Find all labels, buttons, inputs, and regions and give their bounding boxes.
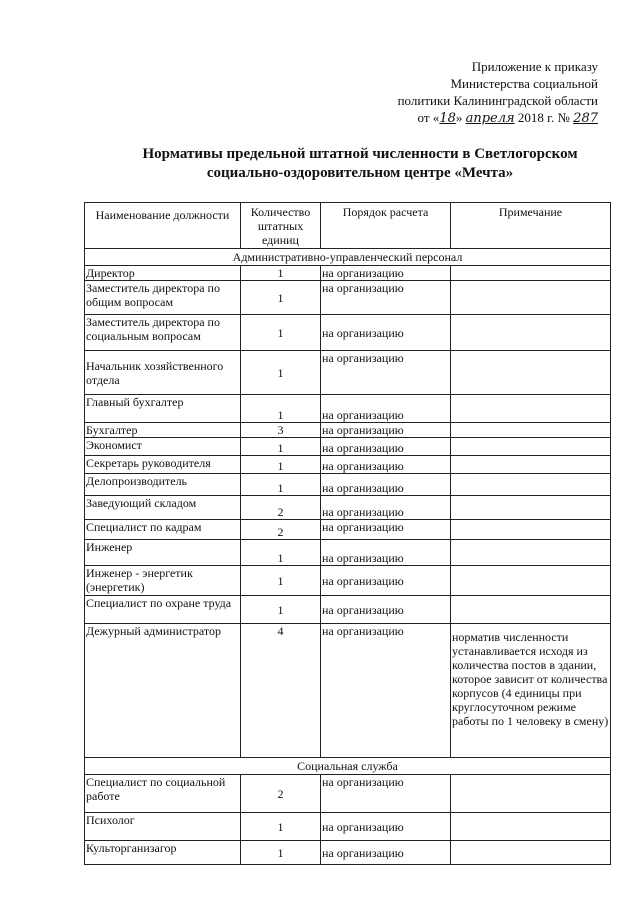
appendix-line: политики Калининградской области — [397, 93, 598, 108]
table-row — [85, 266, 611, 281]
header-note: Примечание — [451, 203, 611, 249]
cell-name: Инженер — [85, 540, 241, 566]
cell-count: 1 — [241, 266, 321, 281]
cell-calc: на организацию — [321, 540, 451, 566]
table-row — [85, 775, 611, 813]
section-title: Административно-управленческий персонал — [85, 249, 611, 266]
cell-note — [451, 266, 611, 281]
table-row — [85, 566, 611, 596]
cell-note: норматив численности устанавливается исходя из количества постов в здании, которое зависит от количества корпусов (4 единицы при круглосуточном режиме работы по 1 человеку в смену) — [451, 624, 611, 758]
cell-note — [451, 520, 611, 540]
cell-calc: на организацию — [321, 841, 451, 865]
table-row — [85, 395, 611, 423]
table-row — [85, 520, 611, 540]
cell-count: 1 — [241, 566, 321, 596]
cell-name: Делопроизводитель — [85, 474, 241, 496]
cell-note — [451, 474, 611, 496]
cell-count: 1 — [241, 438, 321, 456]
cell-name: Начальник хозяйственного отдела — [85, 351, 241, 395]
cell-calc: на организацию — [321, 566, 451, 596]
header-name: Наименование должности — [85, 203, 241, 249]
date-month-handwritten: апреля — [465, 111, 515, 126]
table-row — [85, 474, 611, 496]
cell-note — [451, 540, 611, 566]
cell-count: 2 — [241, 520, 321, 540]
cell-calc: на организацию — [321, 775, 451, 813]
cell-calc: на организацию — [321, 474, 451, 496]
cell-note — [451, 496, 611, 520]
cell-count: 1 — [241, 315, 321, 351]
cell-count: 1 — [241, 596, 321, 624]
cell-calc: на организацию — [321, 395, 451, 423]
table-row — [85, 423, 611, 438]
cell-note — [451, 281, 611, 315]
cell-note — [451, 438, 611, 456]
cell-name: Специалист по охране труда — [85, 596, 241, 624]
cell-count: 2 — [241, 775, 321, 813]
cell-note — [451, 841, 611, 865]
cell-note — [451, 351, 611, 395]
cell-name: Заместитель директора по общим вопросам — [85, 281, 241, 315]
document-title — [80, 145, 640, 183]
appendix-line: Приложение к приказу — [471, 59, 598, 74]
cell-count: 1 — [241, 456, 321, 474]
table-row — [85, 315, 611, 351]
appendix-line: Министерства социальной — [450, 76, 598, 91]
table-row — [85, 351, 611, 395]
cell-count: 1 — [241, 540, 321, 566]
cell-note — [451, 315, 611, 351]
date-day-handwritten: 18 — [439, 111, 456, 126]
cell-calc: на организацию — [321, 315, 451, 351]
date-year: 2018 г. № — [514, 110, 574, 125]
table-row — [85, 496, 611, 520]
cell-note — [451, 456, 611, 474]
cell-name: Секретарь руководителя — [85, 456, 241, 474]
section-row — [85, 249, 611, 266]
cell-note — [451, 395, 611, 423]
cell-calc: на организацию — [321, 351, 451, 395]
table-row — [85, 281, 611, 315]
cell-calc: на организацию — [321, 596, 451, 624]
section-title: Социальная служба — [85, 758, 611, 775]
date-prefix: от « — [417, 110, 440, 125]
cell-calc: на организацию — [321, 520, 451, 540]
cell-name: Дежурный администратор — [85, 624, 241, 758]
cell-count: 3 — [241, 423, 321, 438]
table-row — [85, 540, 611, 566]
section-row — [85, 758, 611, 775]
cell-name: Специалист по кадрам — [85, 520, 241, 540]
cell-count: 1 — [241, 474, 321, 496]
header-count: Количество штатных единиц — [241, 203, 321, 249]
order-number-handwritten: 287 — [573, 111, 598, 126]
date-mid: » — [455, 110, 466, 125]
table-row — [85, 624, 611, 758]
table-row — [85, 596, 611, 624]
cell-name: Специалист по социальной работе — [85, 775, 241, 813]
cell-name: Заведующий складом — [85, 496, 241, 520]
cell-count: 4 — [241, 624, 321, 758]
table-row — [85, 438, 611, 456]
table-header-row — [85, 203, 611, 249]
cell-note — [451, 813, 611, 841]
cell-calc: на организацию — [321, 496, 451, 520]
cell-note — [451, 596, 611, 624]
cell-name: Культорганизагор — [85, 841, 241, 865]
cell-count: 1 — [241, 395, 321, 423]
cell-note — [451, 423, 611, 438]
cell-count: 2 — [241, 496, 321, 520]
staffing-table — [84, 202, 611, 865]
cell-name: Директор — [85, 266, 241, 281]
cell-calc: на организацию — [321, 438, 451, 456]
cell-count: 1 — [241, 841, 321, 865]
cell-note — [451, 566, 611, 596]
table-row — [85, 456, 611, 474]
cell-calc: на организацию — [321, 281, 451, 315]
title-line: социально-оздоровительном центре «Мечта» — [206, 165, 514, 181]
cell-name: Главный бухгалтер — [85, 395, 241, 423]
title-line: Нормативы предельной штатной численности в Светлогорском — [142, 146, 578, 162]
cell-name: Психолог — [85, 813, 241, 841]
cell-count: 1 — [241, 351, 321, 395]
appendix-header — [398, 58, 598, 127]
header-calc: Порядок расчета — [321, 203, 451, 249]
cell-calc: на организацию — [321, 456, 451, 474]
cell-name: Экономист — [85, 438, 241, 456]
cell-name: Инженер - энергетик (энергетик) — [85, 566, 241, 596]
cell-count: 1 — [241, 281, 321, 315]
cell-name: Заместитель директора по социальным вопросам — [85, 315, 241, 351]
cell-count: 1 — [241, 813, 321, 841]
cell-note — [451, 775, 611, 813]
table-row — [85, 841, 611, 865]
cell-calc: на организацию — [321, 624, 451, 758]
cell-calc: на организацию — [321, 423, 451, 438]
table-row — [85, 813, 611, 841]
cell-name: Бухгалтер — [85, 423, 241, 438]
appendix-date-line — [398, 109, 598, 127]
cell-calc: на организацию — [321, 266, 451, 281]
cell-calc: на организацию — [321, 813, 451, 841]
